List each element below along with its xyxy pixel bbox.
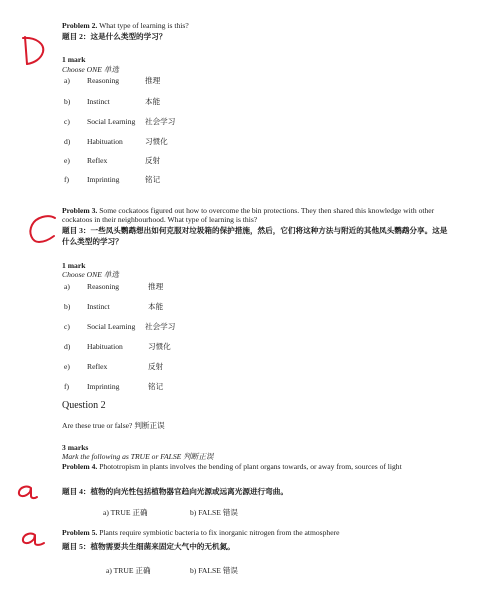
option-b-en: Instinct [87, 97, 110, 106]
option-e-en: Reflex [87, 156, 108, 165]
problem4-option-true[interactable]: a) TRUE 正确 [103, 508, 148, 517]
handwritten-a-mark [16, 483, 40, 501]
option-c[interactable]: c) [64, 322, 70, 331]
option-b-en: Instinct [87, 302, 110, 311]
problem2-question-en [62, 21, 189, 30]
problem3-question-text: Some cockatoos figured out how to overcome the bin protections. They then shared this knowledge with other cockatoos in their neighbourhood. What type of learning is this? [62, 206, 435, 225]
handwritten-answer-a-problem4 [16, 483, 40, 501]
option-a[interactable] [64, 76, 70, 85]
option-d[interactable]: d) [64, 342, 71, 351]
option-a-en: Reasoning [87, 282, 120, 291]
problem4-statement-text: Phototropism in plants involves the bending of plant organs towards, or away from, sources of light [99, 462, 402, 471]
option-d[interactable]: d) [64, 137, 71, 146]
option-e[interactable]: e) [64, 362, 70, 371]
option-a-cn: 推理 [148, 282, 164, 291]
question2-marks: 3 marks [62, 443, 89, 452]
option-c-en: Social Learning [87, 322, 136, 331]
question2-instruction: Mark the following as TRUE or FALSE 判断正误 [62, 452, 214, 461]
option-f-en: Imprinting [87, 382, 120, 391]
handwritten-answer-a-problem5 [20, 530, 46, 548]
problem3-question-cn: 题目 3：一些凤头鹦鹉想出如何克服对垃圾箱的保护措施，然后，它们将这种方法与附近的其他凤头鹦鹉分享。这是什么类型的学习？ [62, 226, 448, 246]
option-a[interactable]: a) [64, 282, 70, 291]
problem5-statement-en [62, 528, 339, 537]
problem2-question-text: What type of learning is this? [99, 21, 189, 30]
option-a-cn: 推理 [145, 76, 161, 85]
option-c-cn: 社会学习 [145, 117, 176, 126]
problem2-marks: 1 mark [62, 55, 86, 64]
problem5-title: Problem 5. [62, 528, 98, 537]
problem5-option-false[interactable]: b) FALSE 错误 [190, 566, 238, 575]
problem3-instruction: Choose ONE 单选 [62, 270, 119, 279]
option-f-en: Imprinting [87, 175, 120, 184]
problem3-title: Problem 3. [62, 206, 98, 215]
handwritten-answer-c [26, 212, 60, 246]
option-c-en: Social Learning [87, 117, 136, 126]
option-letter: a) [64, 76, 70, 85]
option-a-en: Reasoning [87, 76, 120, 85]
problem2-question-cn: 题目 2：这是什么类型的学习？ [62, 32, 167, 41]
problem4-option-false[interactable]: b) FALSE 错误 [190, 508, 238, 517]
problem3-marks: 1 mark [62, 261, 86, 270]
option-d-cn: 习惯化 [148, 342, 171, 351]
problem5-statement-cn: 题目 5：植物需要共生细菌来固定大气中的无机氮。 [62, 542, 235, 551]
problem2-title: Problem 2. [62, 21, 98, 30]
option-e-cn: 反射 [148, 362, 164, 371]
problem4-statement-cn: 题目 4：植物的向光性包括植物器官趋向光源或远离光源进行弯曲。 [62, 487, 288, 496]
option-e-en: Reflex [87, 362, 108, 371]
problem4-statement-en [62, 462, 454, 471]
option-b[interactable]: b) [64, 97, 71, 106]
section-heading: Question 2 [62, 400, 106, 411]
option-f[interactable]: f) [64, 382, 70, 391]
option-e[interactable]: e) [64, 156, 70, 165]
option-b-cn: 本能 [148, 302, 164, 311]
option-e-cn: 反射 [145, 156, 161, 165]
option-d-cn: 习惯化 [145, 137, 168, 146]
option-b-cn: 本能 [145, 97, 161, 106]
option-b[interactable]: b) [64, 302, 71, 311]
option-f[interactable]: f) [64, 175, 70, 184]
problem3-question-en [62, 206, 454, 224]
option-d-en: Habituation [87, 342, 123, 351]
handwritten-a-mark [20, 530, 46, 548]
problem4-title: Problem 4. [62, 462, 98, 471]
handwritten-c-mark [26, 212, 60, 246]
handwritten-answer-d [18, 34, 48, 68]
question2-prompt: Are these true or false? 判断正误 [62, 421, 165, 430]
option-d-en: Habituation [87, 137, 123, 146]
option-f-cn: 铭记 [145, 175, 161, 184]
problem5-option-true[interactable]: a) TRUE 正确 [106, 566, 151, 575]
option-f-cn: 铭记 [148, 382, 164, 391]
handwritten-d-mark [18, 34, 48, 68]
problem5-statement-text: Plants require symbiotic bacteria to fix inorganic nitrogen from the atmosphere [99, 528, 340, 537]
option-c[interactable]: c) [64, 117, 70, 126]
option-c-cn: 社会学习 [145, 322, 176, 331]
problem2-instruction: Choose ONE 单选 [62, 65, 119, 74]
